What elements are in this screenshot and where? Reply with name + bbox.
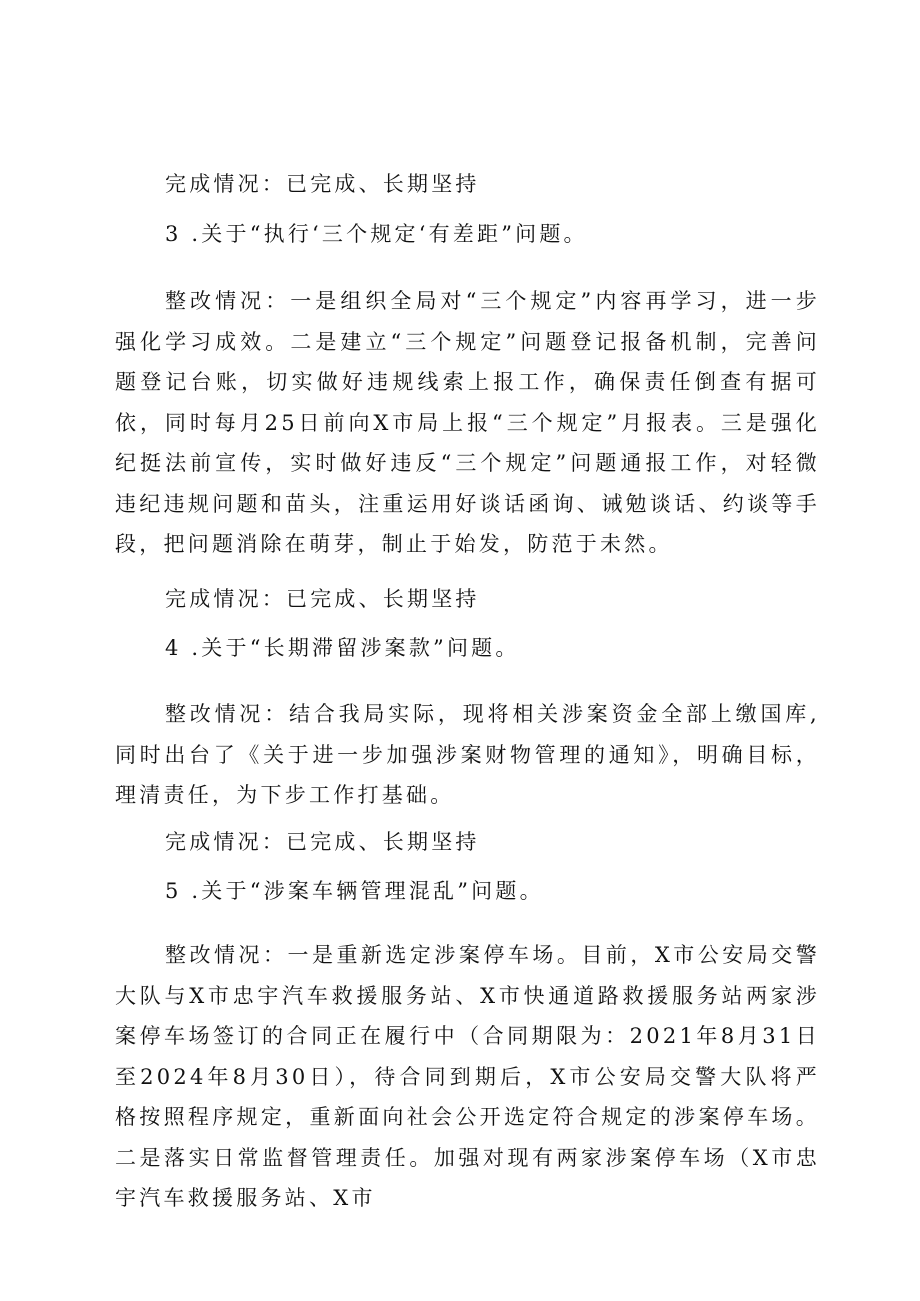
rectification-paragraph-5 bbox=[115, 935, 820, 1219]
completion-status-line: 完成情况：已完成、长期坚持 bbox=[165, 172, 480, 196]
paragraph-text: 整改情况：一是重新选定涉案停车场。目前，X市公安局交警大队与X市忠宇汽车救援服务站、X市快通道路救援服务站两家涉案停车场签订的合同正在履行中（合同期限为：2021年8月31日至2024年8月30日），待合同到期后，X市公安局交警大队将严格按照程序规定，重新面向社会公开选定符合规定的涉案停车场。二是落实日常监督管理责任。加强对现有两家涉案停车场（X市忠宇汽车救援服务站、X市 bbox=[115, 943, 820, 1210]
section-heading-5: 5 .关于“涉案车辆管理混乱”问题。 bbox=[165, 879, 544, 903]
section-heading-4: 4 .关于“长期滞留涉案款”问题。 bbox=[165, 636, 520, 660]
paragraph-text: 整改情况：结合我局实际，现将相关涉案资金全部上缴国库,同时出台了《关于进一步加强涉案财物管理的通知》，明确目标，理清责任，为下步工作打基础。 bbox=[115, 702, 820, 807]
completion-status-line: 完成情况：已完成、长期坚持 bbox=[165, 587, 480, 611]
section-heading-3: 3 .关于“执行‘三个规定‘有差距”问题。 bbox=[165, 222, 588, 246]
paragraph-text: 整改情况：一是组织全局对“三个规定”内容再学习，进一步强化学习成效。二是建立“三个规定”问题登记报备机制，完善问题登记台账，切实做好违规线索上报工作，确保责任倒查有据可依，同时每月25日前向X市局上报“三个规定”月报表。三是强化纪挺法前宣传，实时做好违反“三个规定”问题通报工作，对轻微违纪违规问题和苗头，注重运用好谈话函询、诫勉谈话、约谈等手段，把问题消除在萌芽，制止于始发，防范于未然。 bbox=[115, 289, 820, 556]
rectification-paragraph-3 bbox=[115, 281, 820, 565]
rectification-paragraph-4 bbox=[115, 694, 820, 816]
completion-status-line: 完成情况：已完成、长期坚持 bbox=[165, 830, 480, 854]
